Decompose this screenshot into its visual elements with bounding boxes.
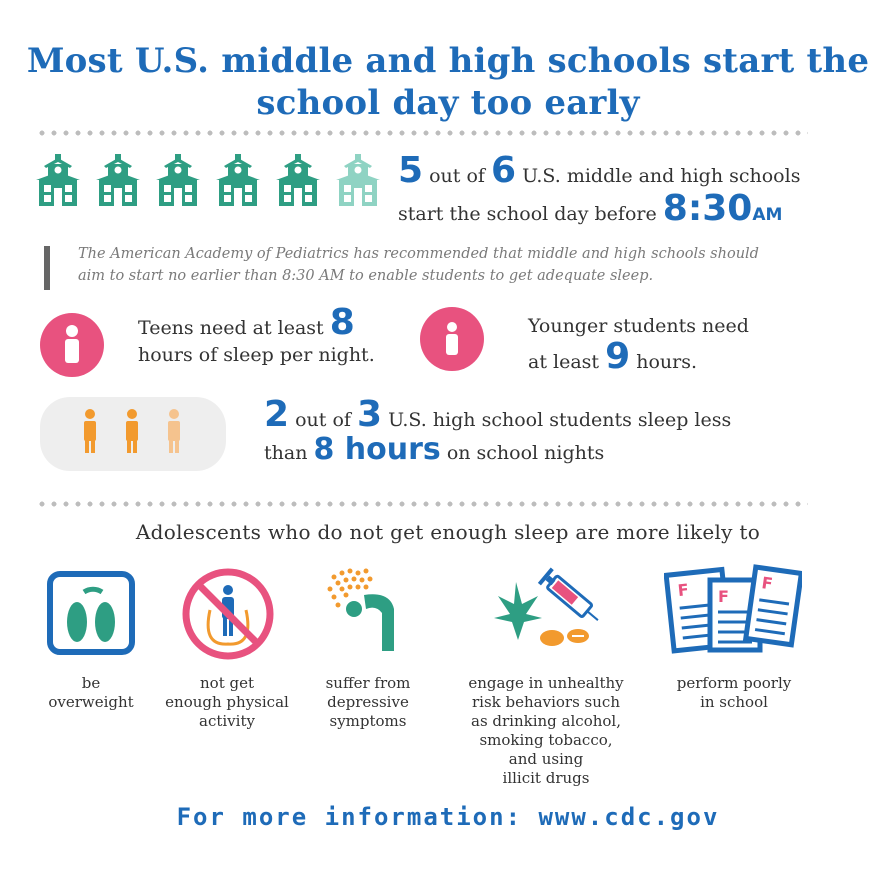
- caption-line: suffer from: [325, 674, 411, 692]
- teens-text: Teens need at least: [138, 317, 324, 339]
- scale-icon: [46, 570, 136, 656]
- caption-line: smoking tobacco,: [479, 731, 613, 749]
- hs-number: 3: [356, 394, 383, 435]
- caption-line: in school: [700, 693, 768, 711]
- person-icon: [126, 409, 138, 453]
- caption-line: engage in unhealthy: [468, 674, 624, 692]
- younger-text: hours.: [636, 351, 697, 373]
- stat-text: out of: [429, 165, 485, 187]
- schools-stat-line-1: [398, 150, 800, 191]
- person-icon: [84, 409, 96, 453]
- svg-text:F: F: [718, 587, 729, 606]
- dotted-divider: [36, 501, 808, 507]
- depressed-person-icon: [324, 565, 414, 655]
- svg-text:F: F: [676, 580, 690, 601]
- person-icon: [168, 409, 180, 453]
- person-icon: [40, 313, 104, 377]
- younger-person-circle: [420, 307, 484, 371]
- caption-line: symptoms: [329, 712, 407, 730]
- no-jump-rope-icon: [180, 566, 276, 662]
- quote-bar: [44, 246, 50, 290]
- footer-more-info: For more information: www.cdc.gov: [176, 803, 720, 831]
- aap-quote: [78, 243, 818, 287]
- hs-hours: 8 hours: [313, 432, 441, 467]
- hs-text: U.S. high school students sleep less: [388, 409, 732, 431]
- stat-time: 8:30: [662, 188, 753, 229]
- schoolhouse-icon: [216, 154, 260, 206]
- caption-physical-activity: [152, 674, 302, 731]
- teens-sleep-line-1: [138, 302, 355, 343]
- teens-number: 8: [329, 302, 355, 343]
- younger-line-1: Younger students need: [528, 315, 749, 337]
- page-title: [0, 40, 896, 124]
- quote-line-1: The American Academy of Pediatrics has recommended that middle and high schools should: [78, 246, 759, 262]
- younger-line-2: [528, 336, 697, 377]
- caption-overweight: [36, 674, 146, 712]
- drugs-icon: [486, 562, 606, 658]
- caption-line: enough physical: [165, 693, 289, 711]
- quote-line-2: aim to start no earlier than 8:30 AM to enable students to get adequate sleep.: [78, 268, 654, 284]
- hs-text: out of: [295, 409, 351, 431]
- hs-text: on school nights: [446, 442, 605, 464]
- teens-sleep-line-2: hours of sleep per night.: [138, 344, 375, 366]
- teen-person-circle: [40, 313, 104, 377]
- caption-line: be: [81, 674, 101, 692]
- schools-stat-line-2: [398, 188, 782, 229]
- schoolhouse-icon: [336, 154, 380, 206]
- schoolhouse-icon: [276, 154, 320, 206]
- students-pill: [40, 397, 226, 471]
- caption-line: as drinking alcohol,: [471, 712, 621, 730]
- caption-line: overweight: [48, 693, 134, 711]
- stat-number: 6: [490, 150, 517, 191]
- stat-number: 5: [398, 150, 424, 191]
- caption-risk-behaviors: [448, 674, 644, 788]
- person-icon: [420, 307, 484, 371]
- caption-line: and using: [508, 750, 584, 768]
- caption-line: risk behaviors such: [472, 693, 620, 711]
- title-line-2: school day too early: [256, 83, 640, 123]
- younger-text: at least: [528, 351, 600, 373]
- stat-text: start the school day before: [398, 203, 657, 225]
- hs-text: than: [264, 442, 308, 464]
- schoolhouse-icon: [96, 154, 140, 206]
- failing-papers-icon: [664, 562, 802, 658]
- dotted-divider: [36, 130, 808, 136]
- caption-depressive-symptoms: [310, 674, 426, 731]
- schoolhouse-row: [34, 150, 384, 210]
- stat-text: U.S. middle and high schools: [522, 165, 801, 187]
- svg-text:F: F: [760, 573, 774, 594]
- title-line-1: Most U.S. middle and high schools start the: [26, 41, 870, 81]
- caption-perform-poorly: [664, 674, 804, 712]
- caption-line: depressive: [327, 693, 409, 711]
- high-school-line-1: [264, 394, 731, 435]
- risks-heading: Adolescents who do not get enough sleep are more likely to: [135, 520, 761, 544]
- hs-number: 2: [264, 394, 290, 435]
- high-school-line-2: [264, 432, 604, 467]
- caption-line: illicit drugs: [502, 769, 590, 787]
- younger-number: 9: [605, 336, 631, 377]
- caption-line: activity: [199, 712, 255, 730]
- schoolhouse-icon: [156, 154, 200, 206]
- schoolhouse-icon-group: [34, 150, 384, 210]
- person-icon-group: [40, 397, 226, 471]
- schoolhouse-icon: [36, 154, 80, 206]
- caption-line: not get: [200, 674, 254, 692]
- caption-line: perform poorly: [676, 674, 792, 692]
- stat-ampm: AM: [752, 205, 783, 225]
